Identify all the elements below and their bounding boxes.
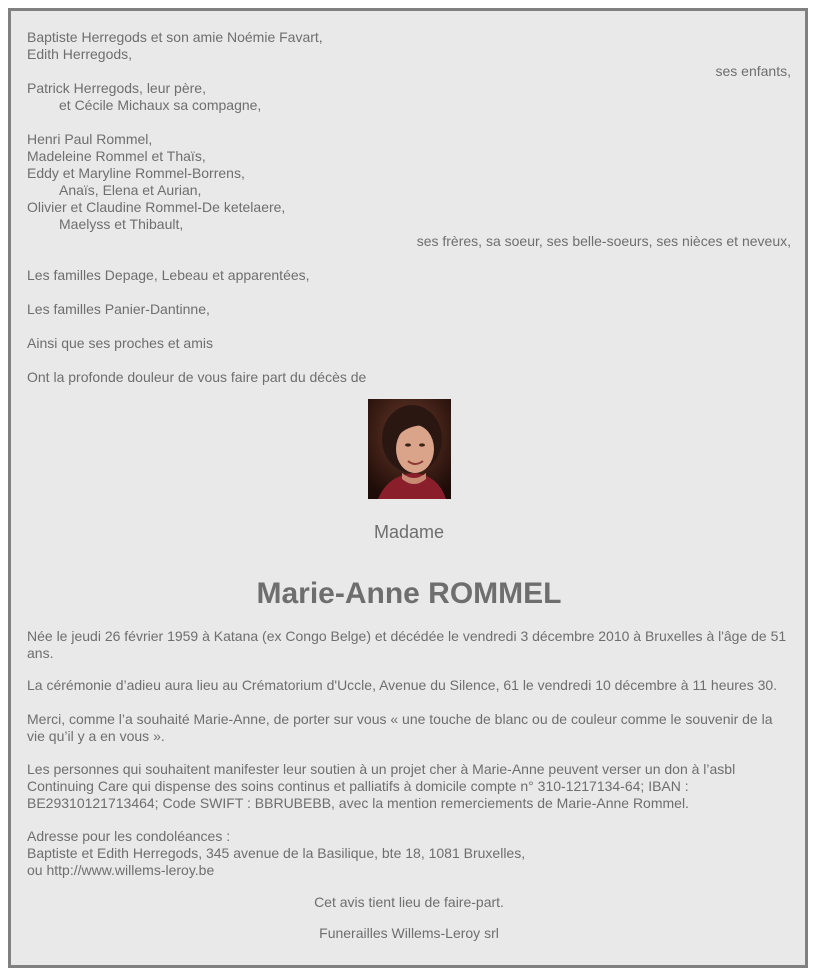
father-line: Patrick Herregods, leur père, xyxy=(27,80,206,96)
children-suffix: ses enfants, xyxy=(715,63,791,79)
children-line-2: Edith Herregods, xyxy=(27,46,133,62)
deceased-name: Marie-Anne ROMMEL xyxy=(256,577,562,610)
sibling-children-2: Maelyss et Thibault, xyxy=(59,216,184,232)
families-line-2: Les familles Panier-Dantinne, xyxy=(27,301,210,317)
friends-line: Ainsi que ses proches et amis xyxy=(27,335,213,351)
sibling-line-2: Madeleine Rommel et Thaïs, xyxy=(27,148,206,164)
notice-line: Cet avis tient lieu de faire-part. xyxy=(314,894,504,910)
siblings-suffix: ses frères, sa soeur, ses belle-soeurs, ses nièces et neveux, xyxy=(416,233,791,249)
funeral-home: Funerailles Willems-Leroy srl xyxy=(319,925,499,941)
condolences-address: Baptiste et Edith Herregods, 345 avenue de la Basilique, bte 18, 1081 Bruxelles, xyxy=(27,845,526,861)
ceremony-paragraph: La cérémonie d’adieu aura lieu au Crématorium d'Uccle, Avenue du Silence, 61 le vendredi 10 décembre à 11 heures 30. xyxy=(27,677,778,693)
deceased-title: Madame xyxy=(373,522,445,542)
children-line-1: Baptiste Herregods et son amie Noémie Favart, xyxy=(27,29,323,45)
father-partner-line: et Cécile Michaux sa compagne, xyxy=(59,97,262,113)
donation-paragraph: Les personnes qui souhaitent manifester leur soutien à un projet cher à Marie-Anne peuvent verser un don à l’asbl Continuing Care qui dispense des soins continus et palliatifs à domicile compte n° 310-1217134-64; IBAN : BE29310121713464; Code SWIFT : BBRUBEBB, avec la mention remerciements de Marie-Anne Rommel. xyxy=(27,761,736,811)
wish-paragraph: Merci, comme l’a souhaité Marie-Anne, de porter sur vous « une touche de blanc ou de couleur comme le souvenir de la vie qu’il y a en vous ». xyxy=(27,711,773,744)
sibling-line-4: Olivier et Claudine Rommel-De ketelaere, xyxy=(27,199,286,215)
sibling-children-1: Anaïs, Elena et Aurian, xyxy=(59,182,202,198)
announcement-line: Ont la profonde douleur de vous faire part du décès de xyxy=(27,369,367,385)
condolences-website[interactable]: ou http://www.willems-leroy.be xyxy=(27,862,215,878)
condolences-title: Adresse pour les condoléances : xyxy=(27,828,231,844)
sibling-line-3: Eddy et Maryline Rommel-Borrens, xyxy=(27,165,245,181)
obituary-content xyxy=(27,29,791,942)
birth-death-paragraph: Née le jeudi 26 février 1959 à Katana (ex Congo Belge) et décédée le vendredi 3 décembre 2010 à Bruxelles à l'âge de 51 ans. xyxy=(27,628,787,661)
obituary-card xyxy=(8,8,808,968)
portrait-photo xyxy=(368,399,451,499)
sibling-line-1: Henri Paul Rommel, xyxy=(27,131,153,147)
families-line-1: Les familles Depage, Lebeau et apparentées, xyxy=(27,267,310,283)
portrait-image xyxy=(368,399,451,499)
